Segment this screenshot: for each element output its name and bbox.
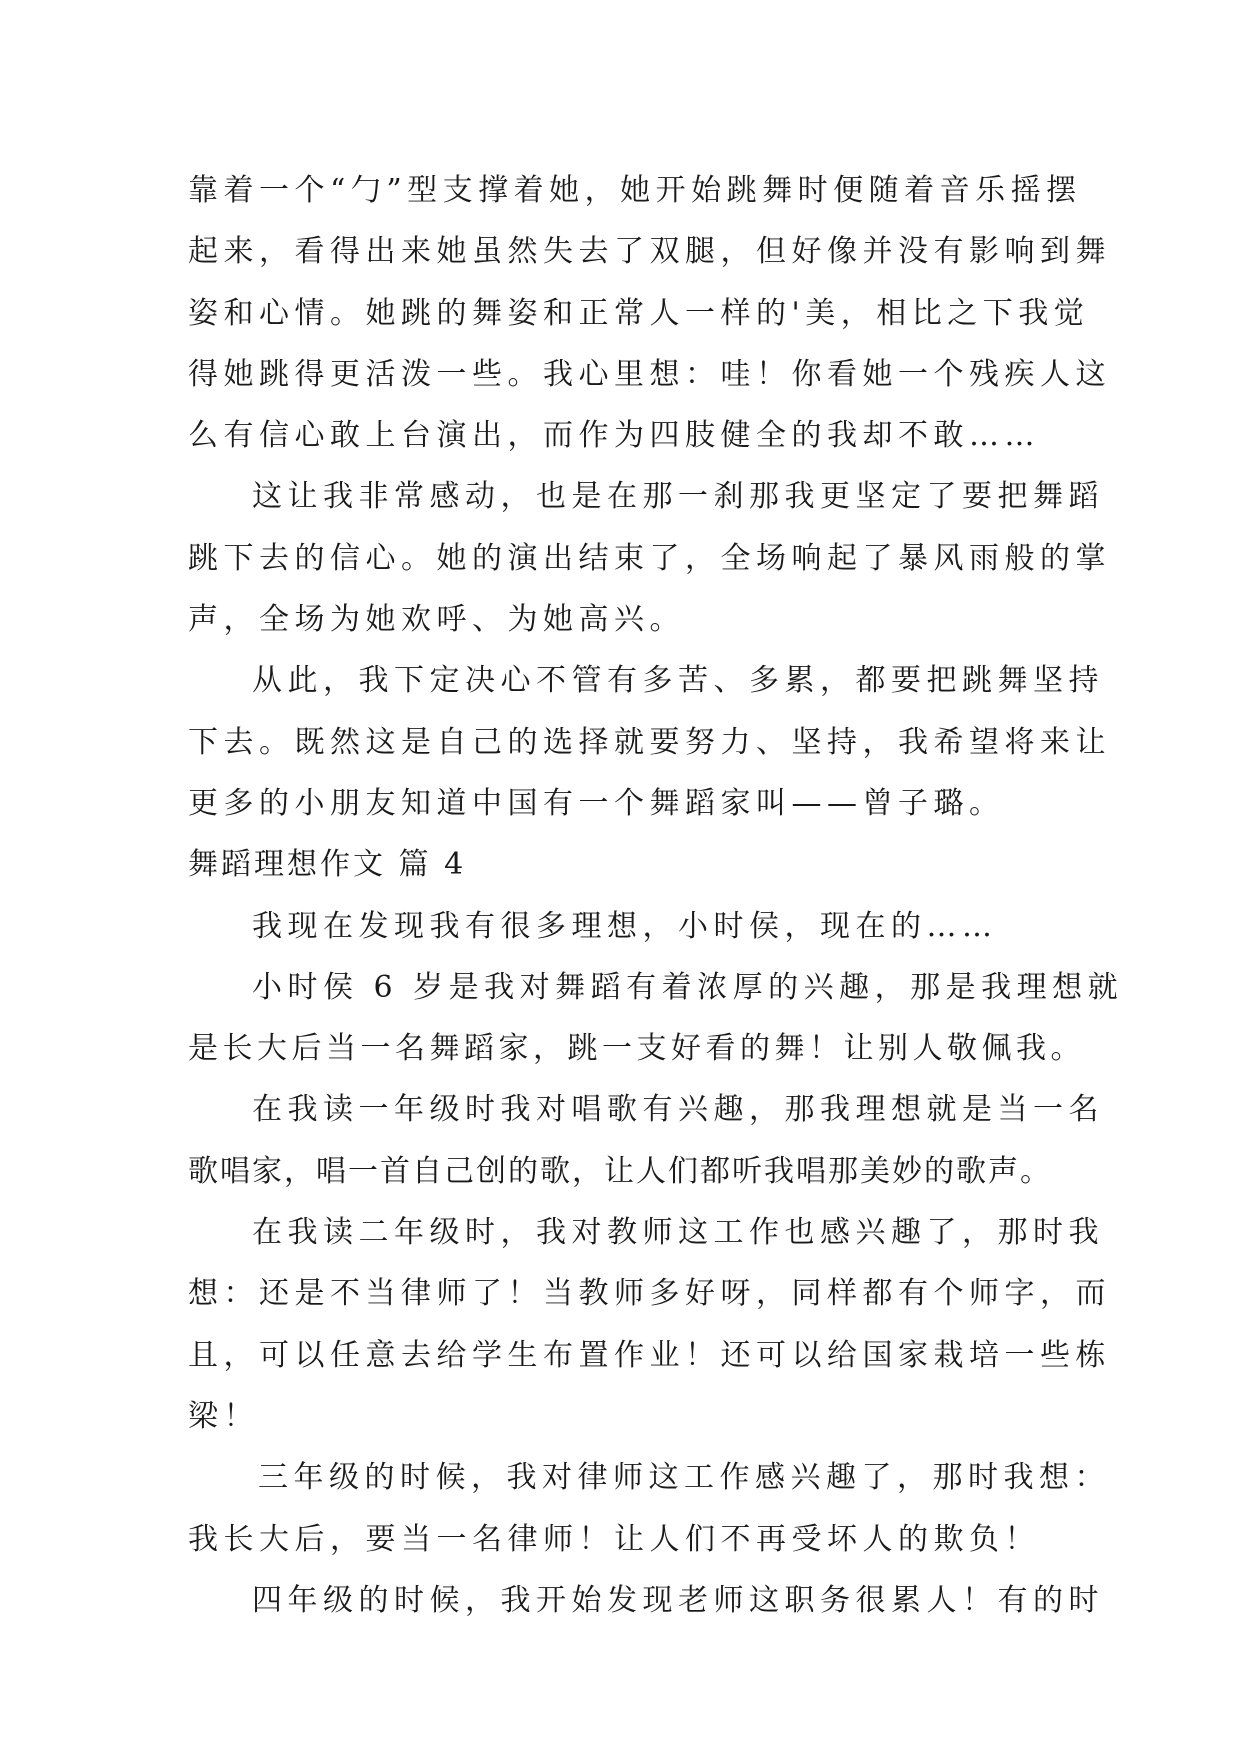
paragraph-start-line: 三年级的时候，我对律师这工作感兴趣了，那时我想： xyxy=(258,1460,1110,1496)
text-line: 起来，看得出来她虽然失去了双腿，但好像并没有影响到舞 xyxy=(188,234,1111,270)
text-line: 更多的小朋友知道中国有一个舞蹈家叫——曾子璐。 xyxy=(188,785,1005,821)
text-line: 梁！ xyxy=(188,1398,259,1434)
text-line: 靠着一个“勹”型支撑着她，她开始跳舞时便随着音乐摇摆 xyxy=(188,173,1082,208)
paragraph-start-line: 四年级的时候，我开始发现老师这职务很累人！有的时 xyxy=(252,1582,1104,1618)
paragraph-start-line: 从此，我下定决心不管有多苦、多累，都要把跳舞坚持 xyxy=(252,663,1104,699)
paragraph-start-line: 在我读一年级时我对唱歌有兴趣，那我理想就是当一名 xyxy=(252,1092,1104,1128)
text-line: 我长大后，要当一名律师！让人们不再受坏人的欺负！ xyxy=(188,1521,1040,1557)
paragraph-start-line: 我现在发现我有很多理想，小时侯，现在的…… xyxy=(252,908,998,944)
section-heading: 舞蹈理想作文 篇 4 xyxy=(188,847,467,883)
text-line: 且，可以任意去给学生布置作业！还可以给国家栽培一些栋 xyxy=(188,1337,1111,1373)
text-line: 姿和心情。她跳的舞姿和正常人一样的'美，相比之下我觉 xyxy=(188,295,1090,331)
paragraph-start-line: 在我读二年级时，我对教师这工作也感兴趣了，那时我 xyxy=(252,1215,1104,1251)
text-line: 跳下去的信心。她的演出结束了，全场响起了暴风雨般的掌 xyxy=(188,540,1111,576)
text-line: 想：还是不当律师了！当教师多好呀，同样都有个师字，而 xyxy=(188,1276,1111,1312)
text-line: 么有信心敢上台演出，而作为四肢健全的我却不敢…… xyxy=(188,418,1040,454)
text-line: 是长大后当一名舞蹈家，跳一支好看的舞！让别人敬佩我。 xyxy=(188,1031,1085,1067)
essay-text xyxy=(188,160,1124,1631)
paragraph-start-line: 小时侯 6 岁是我对舞蹈有着浓厚的兴趣，那是我理想就 xyxy=(252,969,1124,1005)
text-line: 下去。既然这是自己的选择就要努力、坚持，我希望将来让 xyxy=(188,724,1111,760)
text-line: 得她跳得更活泼一些。我心里想：哇！你看她一个残疾人这 xyxy=(188,356,1111,392)
text-line: 声，全场为她欢呼、为她高兴。 xyxy=(188,602,685,638)
paragraph-start-line: 这让我非常感动，也是在那一刹那我更坚定了要把舞蹈 xyxy=(252,479,1104,515)
text-line: 歌唱家，唱一首自己创的歌，让人们都听我唱那美妙的歌声。 xyxy=(188,1153,1052,1189)
